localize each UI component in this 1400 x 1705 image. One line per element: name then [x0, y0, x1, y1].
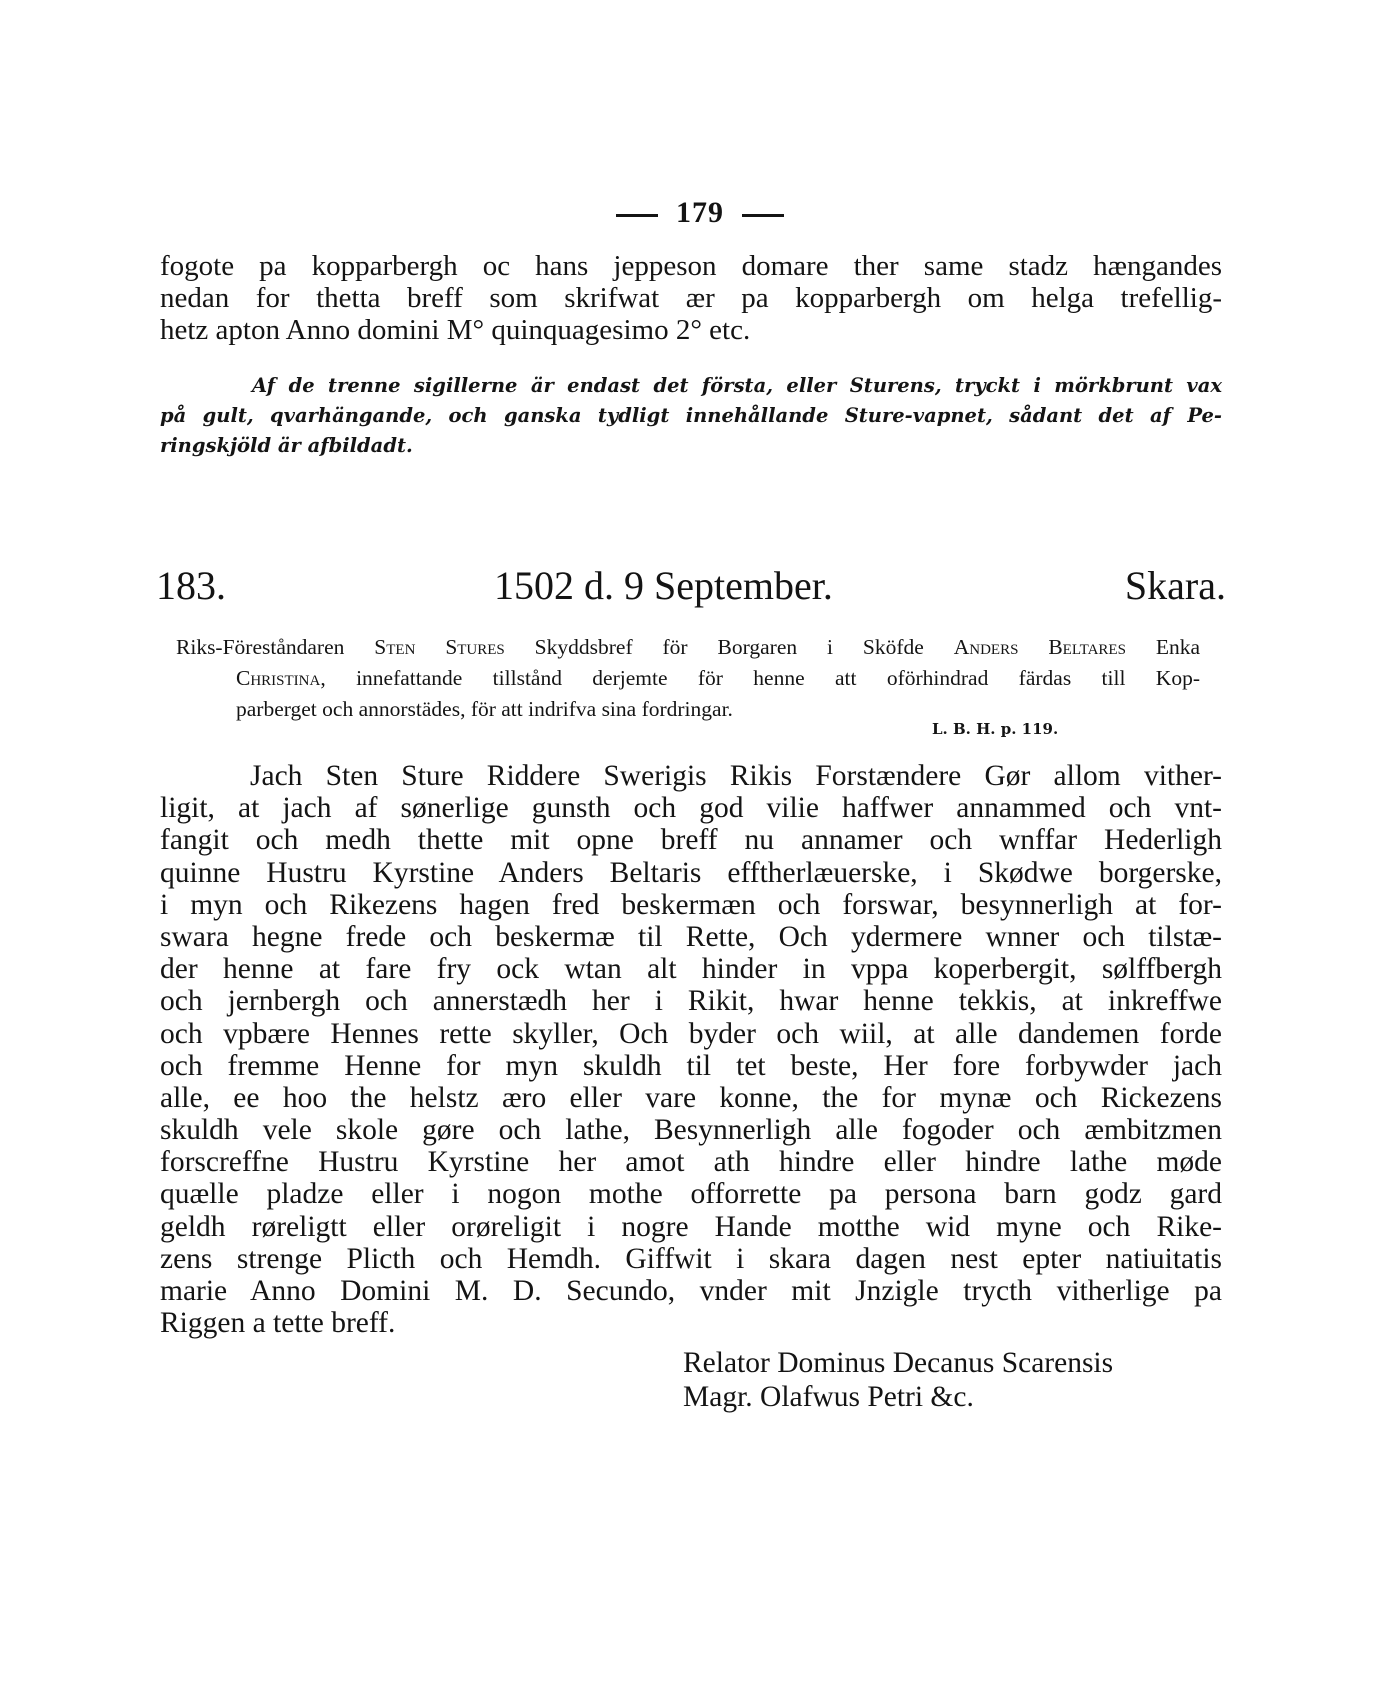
page-number-dash-left [616, 214, 658, 217]
page-number [0, 196, 1400, 230]
body-line: Jach Sten Sture Riddere Swerigis Rikis Forstændere Gør allom vither- [250, 760, 1222, 792]
body-line: Riggen a tette breff. [160, 1307, 396, 1340]
document-number: 183. [156, 563, 226, 608]
page-number-dash-right [742, 214, 784, 217]
body-line: och jernbergh och annerstædh her i Rikit, hwar henne tekkis, at inkreffwe [160, 985, 1222, 1018]
document-date: 1502 d. 9 September. [494, 563, 833, 608]
summary-line: parberget och annorstädes, för att indrifva sina fordringar. [236, 697, 733, 721]
page-number-value: 179 [676, 196, 724, 229]
summary-text: Enka [1125, 635, 1201, 659]
note-line: Af de trenne sigillerne är endast det första, eller Sturens, tryckt i mörkbrunt vax [252, 374, 1222, 397]
body-line: skuldh vele skole gøre och lathe, Besynnerligh alle fogoder och æmbitzmen [160, 1114, 1222, 1147]
body-line: fangit och medh thette mit opne breff nu annamer och wnffar Hederligh [160, 824, 1222, 857]
note-line: ringskjöld är afbildadt. [160, 434, 413, 457]
document-body [160, 760, 1222, 1339]
body-line: marie Anno Domini M. D. Secundo, vnder mit Jnzigle trycth vitherlige pa [160, 1275, 1222, 1307]
summary-line [236, 663, 1200, 694]
body-line: ligit, at jach af sønerlige gunsth och god vilie haffwer annammed och vnt- [160, 792, 1222, 825]
continuation-paragraph [160, 250, 1222, 346]
body-line: och fremme Henne for myn skuldh til tet beste, Her fore forbywder jach [160, 1049, 1222, 1082]
document-place: Skara. [1124, 563, 1226, 608]
person-name: Anders Beltares [953, 635, 1126, 659]
relator-block [683, 1346, 1113, 1414]
summary-line [176, 632, 1200, 663]
body-line: quinne Hustru Kyrstine Anders Beltaris efftherlæuerske, i Skødwe borgerske, [160, 856, 1222, 889]
document-heading [156, 562, 1226, 610]
text-line: nedan for thetta breff som skrifwat ær pa kopparbergh om helga trefellig- [160, 282, 1222, 314]
summary-text: Riks-Föreståndaren [176, 635, 375, 659]
body-line: och vpbære Hennes rette skyller, Och byder och wiil, at alle dandemen forde [160, 1017, 1222, 1050]
text-line: hetz apton Anno domini M° quinquagesimo 2° etc. [160, 314, 751, 346]
source-reference: L. B. H. p. 119. [932, 720, 1059, 738]
relator-line: Relator Dominus Decanus Scarensis [683, 1347, 1114, 1379]
body-line: forscreffne Hustru Kyrstine her amot ath hindre eller hindre lathe møde [160, 1146, 1222, 1179]
body-line: swara hegne frede och beskermæ til Rette, Och ydermere wnner och tilstæ- [160, 920, 1222, 953]
text-line: fogote pa kopparbergh oc hans jeppeson domare ther same stadz hængandes [160, 250, 1222, 282]
body-line: der henne at fare fry ock wtan alt hinder in vppa koperbergit, sølffbergh [160, 953, 1222, 986]
body-line: zens strenge Plicth och Hemdh. Giffwit i skara dagen nest epter natiuitatis [160, 1242, 1222, 1275]
summary-text: , innefattande tillstånd derjemte för henne att oförhindrad färdas till Kop- [320, 666, 1200, 690]
document-summary [176, 632, 1200, 725]
body-line: alle, ee hoo the helstz æro eller vare konne, the for mynæ och Rickezens [160, 1081, 1222, 1114]
note-line: på gult, qvarhängande, och ganska tydligt innehållande Sture-vapnet, sådant det af Pe- [160, 404, 1222, 427]
person-name: Christina [236, 666, 321, 690]
body-line: quælle pladze eller i nogon mothe offorrette pa persona barn godz gard [160, 1178, 1222, 1211]
seal-note [160, 371, 1222, 461]
relator-line: Magr. Olafwus Petri &c. [683, 1381, 974, 1413]
summary-text: Skyddsbref för Borgaren i Sköfde [504, 635, 954, 659]
body-line: i myn och Rikezens hagen fred beskermæn och forswar, besynnerligh at for- [160, 888, 1222, 921]
person-name: Sten Stures [374, 635, 505, 659]
body-line: geldh røreligtt eller orøreligit i nogre Hande motthe wid myne och Rike- [160, 1210, 1222, 1243]
